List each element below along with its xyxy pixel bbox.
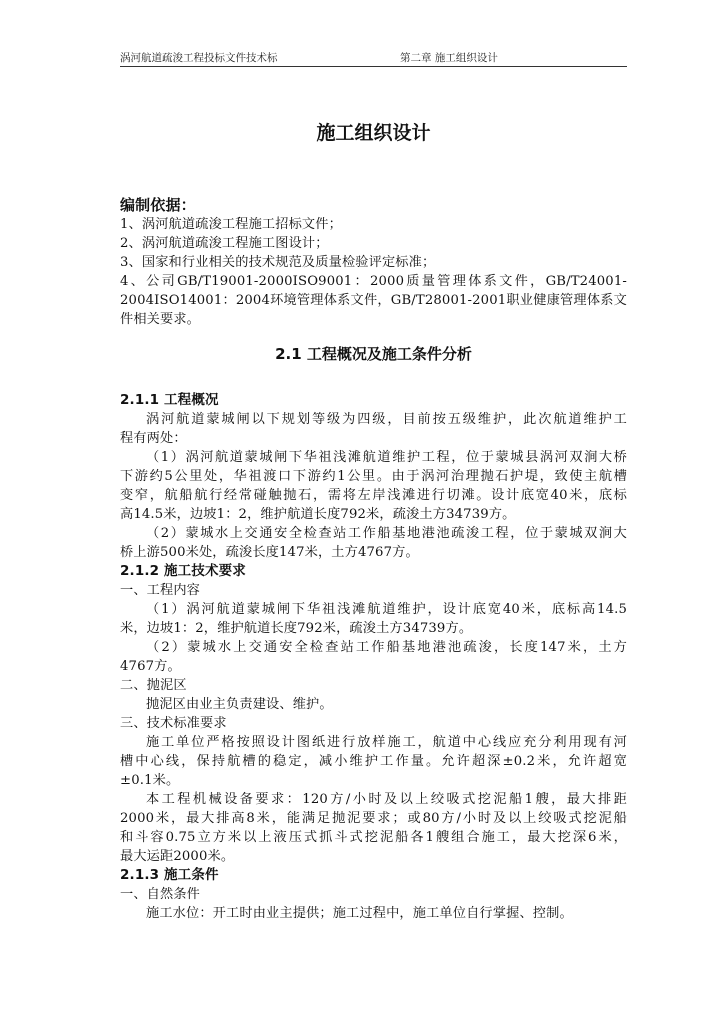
basis-line: 3、国家和行业相关的技术规范及质量检验评定标准； [120, 255, 436, 270]
list-heading: 三、技术标准要求 [120, 716, 227, 731]
paragraph-line: 最大运距2000米。 [120, 849, 235, 864]
paragraph-line: 变窄，航船航行经常碰触抛石，需将左岸浅滩进行切滩。设计底宽40米，底标 [120, 488, 627, 503]
page-header [120, 50, 627, 67]
basis-line: 4、公司GB/T19001-2000ISO9001：2000质量管理体系文件，GB/T24001- [120, 274, 627, 289]
basis-line: 2、涡河航道疏浚工程施工图设计； [120, 236, 329, 251]
paragraph-line: 2000米，最大排高8米，能满足抛泥要求；或80方/小时及以上绞吸式挖泥船 [120, 811, 627, 826]
paragraph-line: 米，边坡1：2，维护航道长度792米，疏浚土方34739方。 [120, 621, 473, 636]
basis-line: 1、涡河航道疏浚工程施工招标文件； [120, 217, 342, 232]
list-heading: 二、抛泥区 [120, 678, 187, 693]
header-chapter-title: 第二章 施工组织设计 [400, 52, 498, 64]
paragraph-line: 和斗容0.75立方米以上液压式抓斗式挖泥船各1艘组合施工，最大挖深6米， [120, 830, 627, 845]
paragraph-line: ±0.1米。 [120, 773, 180, 788]
basis-heading: 编制依据： [120, 196, 196, 214]
page-title: 施工组织设计 [316, 122, 431, 144]
paragraph-line: （1）涡河航道蒙城闸下华祖浅滩航道维护，设计底宽40米，底标高14.5 [146, 602, 627, 617]
paragraph-line: 下游约5公里处，华祖渡口下游约1公里。由于涡河治理抛石护堤，致使主航槽 [120, 469, 627, 484]
paragraph-line: 施工单位严格按照设计图纸进行放样施工，航道中心线应充分利用现有河 [146, 735, 627, 750]
list-heading: 一、工程内容 [120, 583, 201, 598]
subsection-heading: 2.1.2 施工技术要求 [120, 563, 246, 579]
paragraph-line: 本工程机械设备要求：120方/小时及以上绞吸式挖泥船1艘，最大排距 [146, 792, 627, 807]
subsection-heading: 2.1.1 工程概况 [120, 392, 219, 408]
section-heading: 2.1 工程概况及施工条件分析 [275, 345, 472, 363]
subsection-heading: 2.1.3 施工条件 [120, 867, 219, 883]
paragraph-line: 槽中心线，保持航槽的稳定，减小维护工作量。允许超深±0.2米，允许超宽 [120, 754, 627, 769]
list-heading: 一、自然条件 [120, 887, 201, 902]
header-document-title: 涡河航道疏浚工程投标文件技术标 [120, 52, 278, 64]
paragraph-line: （2）蒙城水上交通安全检查站工作船基地港池疏浚工程，位于蒙城双涧大 [146, 526, 627, 541]
paragraph-line: （2）蒙城水上交通安全检查站工作船基地港池疏浚，长度147米，土方 [146, 640, 627, 655]
paragraph-line: 施工水位：开工时由业主提供；施工过程中，施工单位自行掌握、控制。 [146, 906, 573, 921]
paragraph-line: （1）涡河航道蒙城闸下华祖浅滩航道维护工程，位于蒙城县涡河双涧大桥 [146, 450, 627, 465]
paragraph-line: 高14.5米，边坡1：2，维护航道长度792米，疏浚土方34739方。 [120, 507, 516, 522]
paragraph-line: 程有两处： [120, 431, 187, 446]
paragraph-line: 涡河航道蒙城闸以下规划等级为四级，目前按五级维护，此次航道维护工 [146, 412, 627, 427]
paragraph-line: 4767方。 [120, 659, 181, 674]
basis-line: 件相关要求。 [120, 312, 201, 327]
basis-line: 2004ISO14001：2004环境管理体系文件，GB/T28001-2001职业健康管理体系文 [120, 293, 627, 308]
paragraph-line: 桥上游500米处，疏浚长度147米，土方4767方。 [120, 545, 419, 560]
paragraph-line: 抛泥区由业主负责建设、维护。 [146, 697, 333, 712]
